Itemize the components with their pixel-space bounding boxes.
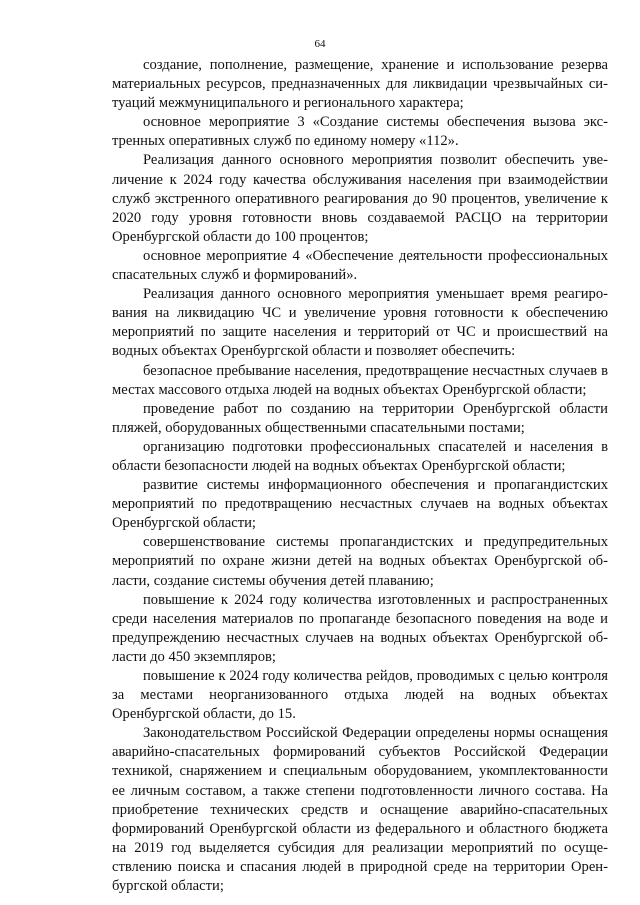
paragraph: повышение к 2024 году количества рейдов, проводимых с целью контроля за местами неорганизованного отдыха людей на водных объектах Оренбургской области, до 15. <box>112 668 608 723</box>
paragraph: совершенствование системы пропагандистских и предупредительных мероприятий по охране жизни детей на водных объектах Оренбургской области, создание системы обучения детей плаванию; <box>112 534 608 589</box>
paragraph: повышение к 2024 году количества изготовленных и распространенных среди населения материалов по пропаганде безопасного поведения на воде и предупреждению несчастных случаев на водных объектах Оренбургской области до 450 экземпляров; <box>112 591 608 665</box>
paragraph: основное мероприятие 3 «Создание системы обеспечения вызова экстренных оперативных служб по единому номеру «112». <box>112 114 608 150</box>
paragraph: организацию подготовки профессиональных спасателей и населения в области безопасности людей на водных объектах Оренбургской области; <box>112 438 608 474</box>
paragraph: Законодательством Российской Федерации определены нормы оснащения аварийно-спасательных формирований субъектов Российской Федерации техникой, снаряжением и специальным оборудованием, укомплектованности ее личным составом, а также степени подготовленности личного состава. На приобретение технических средств и оснащение аварийно-спасательных формирований Оренбургской области из федерального и областного бюджета на 2019 год выделяется субсидия для реализации мероприятий по осуществлению поиска и спасания людей в природной среде на территории Оренбургской области; <box>112 725 608 895</box>
paragraph: безопасное пребывание населения, предотвращение несчастных случаев в местах массового отдыха людей на водных объектах Оренбургской области; <box>112 362 608 398</box>
paragraph: проведение работ по созданию на территории Оренбургской области пляжей, оборудованных общественными спасательными постами; <box>112 400 608 436</box>
paragraph: Реализация данного основного мероприятия позволит обеспечить увеличение к 2024 году качества обслуживания населения при взаимодействии служб экстренного оперативного реагирования до 90 процентов, увеличение к 2020 году уровня готовности вновь создаваемой РАСЦО на территории Оренбургской области до 100 процентов; <box>112 152 608 245</box>
paragraph: Реализация данного основного мероприятия уменьшает время реагирования на ликвидацию ЧС и увеличение уровня готовности к обеспечению мероприятий по защите населения и территорий от ЧС и происшествий на водных объектах Оренбургской области и позволяет обеспечить: <box>112 286 608 360</box>
page-number: 64 <box>314 38 326 50</box>
paragraph: создание, пополнение, размещение, хранение и использование резерва материальных ресурсов, предназначенных для ликвидации чрезвычайных ситуаций межмуниципального и регионального характера; <box>112 57 608 112</box>
document-body <box>112 56 608 896</box>
paragraph: развитие системы информационного обеспечения и пропагандистских мероприятий по предотвращению несчастных случаев на водных объектах Оренбургской области; <box>112 477 608 532</box>
paragraph: основное мероприятие 4 «Обеспечение деятельности профессиональных спасательных служб и формирований». <box>112 247 608 284</box>
